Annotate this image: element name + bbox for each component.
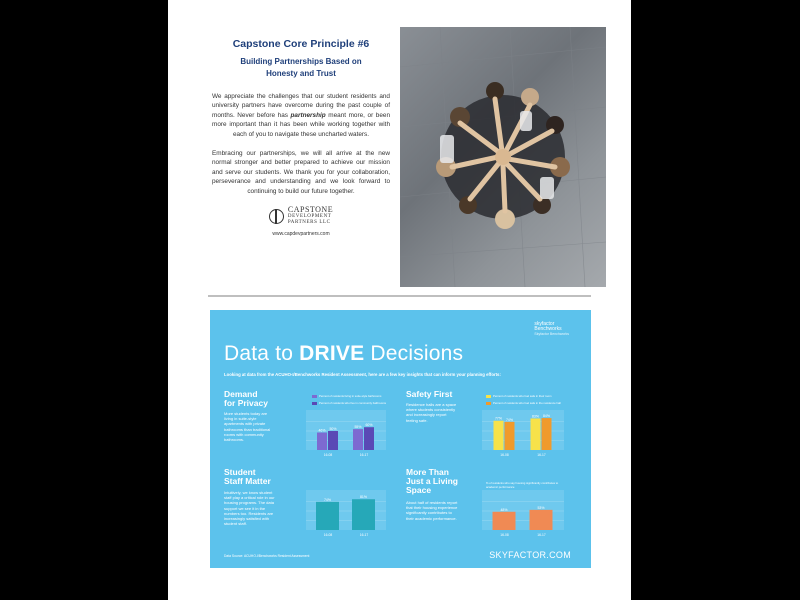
bar-chart-svg	[306, 490, 386, 538]
bar-chart-svg	[482, 410, 564, 458]
bar	[352, 499, 375, 530]
paragraph-1-end: meant more, or been more important than it has been while working together with each of you to navigate these uncharted waters.	[212, 111, 390, 138]
bar	[364, 427, 374, 450]
legend-swatch	[312, 395, 317, 398]
category-tick-label: 16-08	[500, 453, 509, 457]
privacy-chart	[306, 410, 386, 458]
privacy-legend-2	[312, 401, 386, 405]
category-tick-label: 16-17	[359, 453, 369, 457]
data-source-note: Data Source: ACUHO-I/Benchworks Resident Assessment	[224, 554, 310, 558]
title-bold: DRIVE	[299, 342, 365, 365]
bar-value-label: 84%	[542, 414, 551, 419]
section-academic-heading	[406, 468, 458, 495]
bar-chart-svg	[306, 410, 386, 458]
legend-label: Percent of residents living in suite-style bathrooms	[319, 394, 382, 398]
category-tick-label: 16-17	[537, 533, 546, 537]
bar-value-label: 53%	[537, 505, 545, 510]
infographic-title	[224, 342, 463, 366]
legend-label: Percent of residents who feel safe in the residence hall	[493, 401, 561, 405]
principle-text-column	[212, 38, 390, 237]
safety-chart	[482, 410, 564, 458]
bar-value-label: 74%	[323, 497, 332, 502]
brand-line1: skyfactor	[534, 321, 555, 327]
document-page	[168, 0, 631, 600]
capstone-logo-text	[288, 206, 333, 226]
safety-legend-2	[486, 401, 561, 405]
staff-chart	[306, 490, 386, 538]
title-light: Data to	[224, 342, 300, 365]
legend-label: Percent of residents who live in community bathrooms	[319, 401, 386, 405]
legend-swatch	[486, 395, 491, 398]
legend-label: Percent of residents who feel safe in their room	[493, 394, 552, 398]
bar-chart-svg	[482, 490, 564, 538]
section-privacy-heading	[224, 390, 268, 408]
principle-subtitle-line1: Building Partnerships Based on	[240, 57, 362, 66]
bar	[328, 431, 338, 450]
principle-paragraph-2: Embracing our partnerships, we will all arrive at the new normal stronger and better prepared to achieve our mission and serve our students. We thank you for your collaboration, perseverance and understanding and we look forward to continuing to build our future together.	[212, 150, 390, 195]
academic-chart	[482, 490, 564, 538]
legend-swatch	[486, 402, 491, 405]
brand-line3: Skyfactor Benchworks	[534, 332, 569, 336]
academic-chart-title: % of residents who say housing significantly contributes to academic performance	[486, 481, 559, 489]
paragraph-1-emphasis: partnership	[290, 111, 326, 119]
safety-legend-1	[486, 394, 551, 398]
title-end: Decisions	[364, 342, 464, 365]
bar-value-label: 83%	[531, 414, 540, 419]
paragraph-1-start: We appreciate the challenges that our student residents and university partners have overcome during the past couple of months. Never before has	[212, 93, 390, 119]
bar-value-label: 50%	[329, 427, 337, 431]
infographic-intro: Looking at data from the ACUHO-I/Benchworks Resident Assessment, here are a few key insights that can inform your planning efforts:	[224, 372, 501, 377]
logo-line1: CAPSTONE	[287, 205, 334, 215]
bar-value-label: 81%	[359, 495, 368, 500]
bar-value-label: 48%	[500, 507, 508, 512]
bar-value-label: 46%	[318, 428, 326, 433]
bar	[531, 418, 541, 450]
privacy-heading-line1: Demand	[224, 389, 258, 399]
principle-paragraph-1	[212, 92, 390, 139]
category-tick-label: 16-08	[323, 533, 333, 537]
staff-heading-line1: Student	[224, 467, 256, 477]
category-tick-label: 16-17	[537, 453, 546, 457]
skyfactor-infographic	[210, 310, 591, 568]
team-hands-photo	[400, 27, 606, 287]
skyfactor-website-link[interactable]: SKYFACTOR.COM	[489, 550, 571, 560]
bar-value-label: 60%	[365, 423, 373, 428]
bar	[316, 502, 339, 530]
capstone-logo	[212, 206, 390, 226]
skyfactor-logo	[534, 322, 569, 336]
capstone-logo-icon	[269, 209, 284, 224]
section-staff-heading	[224, 468, 271, 486]
brand-line2: Benchworks	[534, 326, 562, 332]
section-divider	[208, 295, 591, 297]
safety-heading-line1: Safety First	[406, 389, 453, 399]
principle-subtitle-line2: Honesty and Trust	[266, 69, 336, 78]
bar	[493, 512, 516, 530]
team-hands-illustration	[400, 27, 606, 287]
category-tick-label: 16-08	[323, 453, 333, 457]
academic-heading-line3: Space	[406, 485, 432, 495]
principle-subtitle	[212, 56, 390, 80]
website-link[interactable]: www.capdevpartners.com	[272, 231, 330, 238]
privacy-legend-1	[312, 394, 381, 398]
academic-heading-line2: Just a Living	[406, 476, 458, 486]
section-safety-body: Residence halls are a space where students consistently and increasingly report feeling safe.	[406, 402, 457, 423]
legend-swatch	[312, 402, 317, 405]
bar-value-label: 74%	[505, 417, 514, 422]
section-staff-body: Intuitively, we know student staff play a critical role in our housing programs. The data support we see it in the numbers too. Residents are increasingly satisfied with student staff.	[224, 490, 275, 527]
bar	[530, 510, 553, 530]
bar	[505, 422, 515, 450]
section-privacy-body: More students today are living in suite-style apartments with private bathrooms than traditional rooms with community bathrooms.	[224, 411, 271, 443]
logo-line2: DEVELOPMENT	[287, 214, 332, 220]
principle-title: Capstone Core Principle #6	[232, 38, 370, 50]
bar	[542, 418, 552, 450]
staff-heading-line2: Staff Matter	[224, 476, 271, 486]
academic-heading-line1: More Than	[406, 467, 449, 477]
category-tick-label: 16-08	[500, 533, 509, 537]
bar-value-label: 55%	[354, 425, 362, 430]
section-academic-body: About half of residents report that their housing experience significantly contributes to their academic performance.	[406, 500, 458, 521]
category-tick-label: 16-17	[359, 533, 369, 537]
bar	[317, 433, 327, 450]
logo-line3: PARTNERS LLC	[287, 220, 331, 226]
privacy-heading-line2: for Privacy	[224, 398, 268, 408]
bar-value-label: 77%	[494, 416, 503, 421]
bar	[353, 429, 363, 450]
bar	[494, 421, 504, 450]
section-safety-heading	[406, 390, 452, 399]
